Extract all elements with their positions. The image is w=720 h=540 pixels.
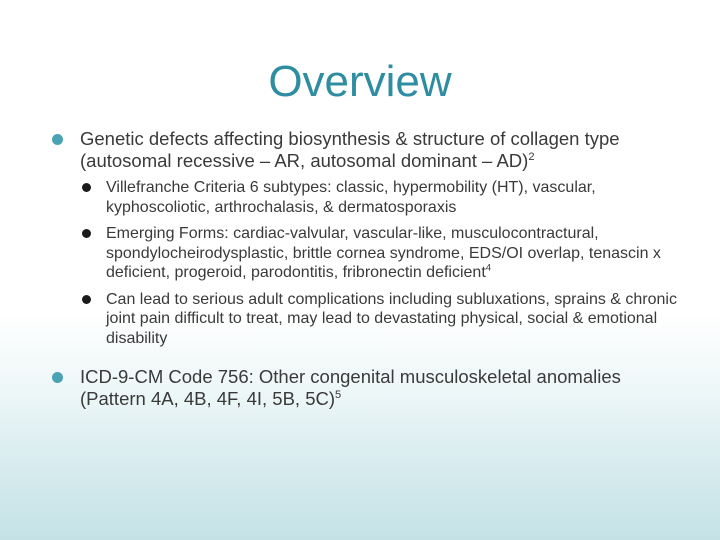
sub-bullet-text: Can lead to serious adult complications including subluxations, sprains & chronic joint pain difficult to treat, may lead to devastating physical, social & emotional disability (106, 290, 677, 347)
sub-bullet-dot-icon (82, 295, 91, 304)
sub-bullet-dot-icon (82, 229, 91, 238)
citation-superscript: 2 (528, 150, 535, 163)
bullet-text: ICD-9-CM Code 756: Other congenital musculoskeletal anomalies (Pattern 4A, 4B, 4F, 4I, 5B, 5C) (80, 366, 621, 409)
bullet-dot-icon (52, 134, 63, 145)
bullet-list (50, 128, 690, 410)
sub-bullet-dot-icon (82, 183, 91, 192)
slide-title: Overview (268, 57, 452, 106)
sub-bullet-list (80, 178, 690, 348)
bullet-item (50, 366, 690, 410)
bullet-dot-icon (52, 372, 63, 383)
sub-bullet-text: Villefranche Criteria 6 subtypes: classic, hypermobility (HT), vascular, kyphoscoliotic, arthrochalasis, & dermatosporaxis (106, 179, 596, 216)
sub-bullet-text: Emerging Forms: cardiac-valvular, vascular-like, musculocontractural, spondylocheirodysplastic, brittle cornea syndrome, EDS/OI overlap, tenascin x deficient, progeroid, parodontitis, fribronectin deficient (106, 225, 661, 281)
citation-superscript: 4 (485, 262, 492, 274)
bullet-item (50, 128, 690, 348)
bullet-text: Genetic defects affecting biosynthesis & structure of collagen type (autosomal recessive – AR, autosomal dominant – AD) (80, 128, 620, 171)
sub-bullet-item (80, 290, 690, 349)
citation-superscript: 5 (335, 388, 342, 401)
sub-bullet-item (80, 224, 690, 283)
sub-bullet-item (80, 178, 690, 217)
